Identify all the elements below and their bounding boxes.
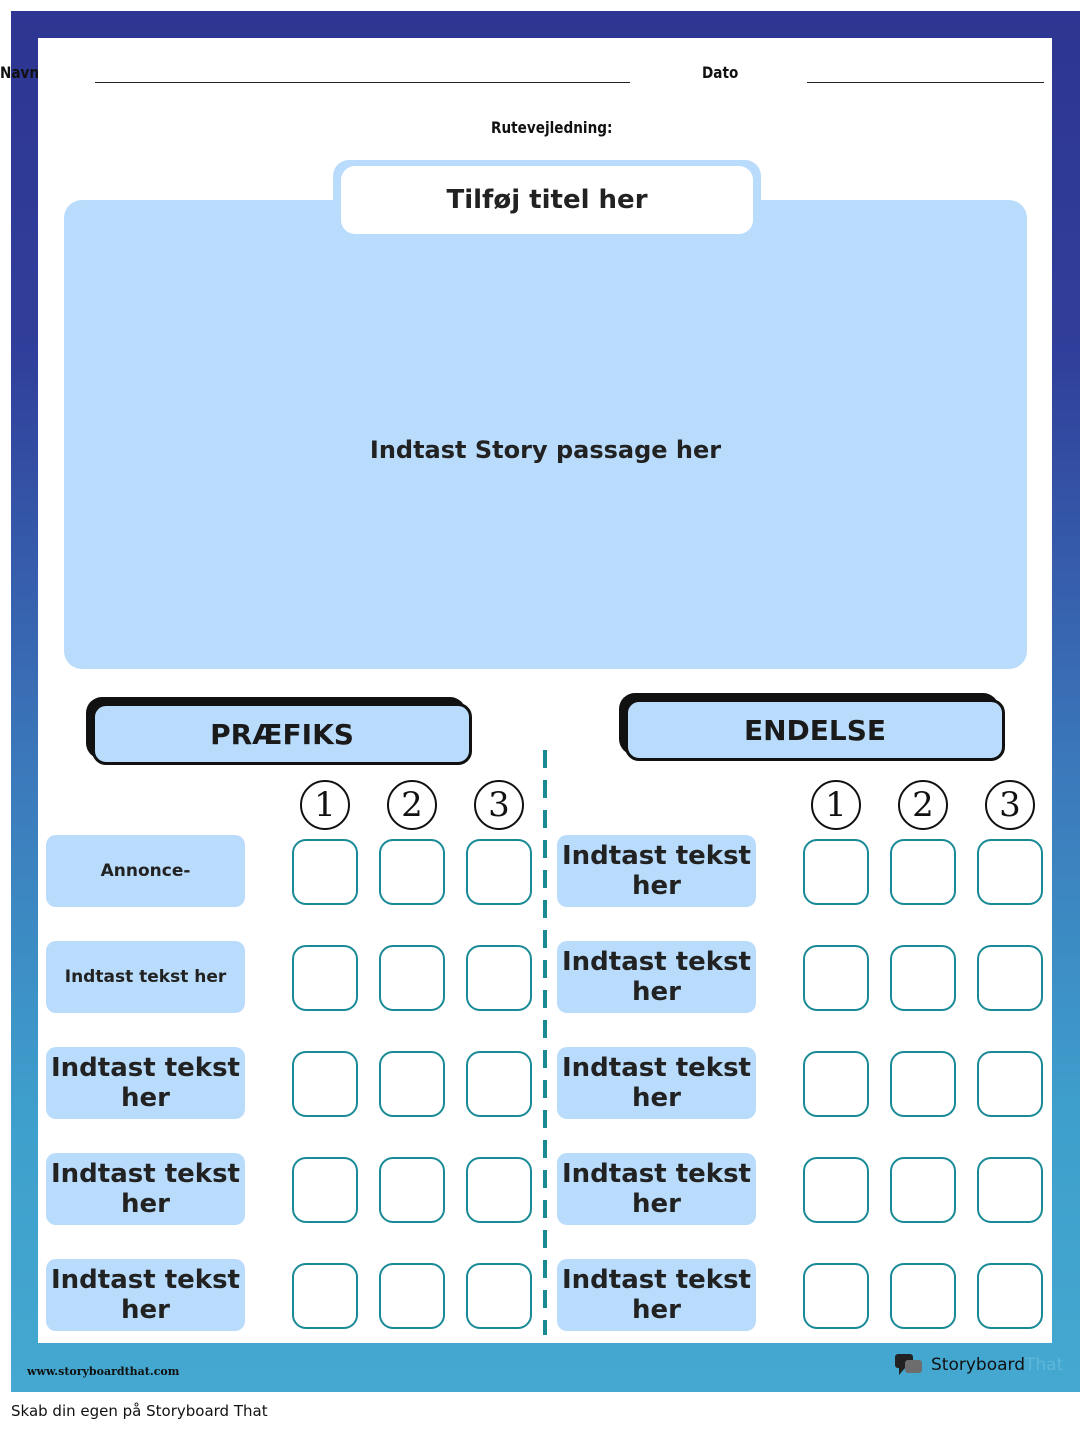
suffix-answer-box[interactable] — [977, 839, 1043, 905]
prefix-answer-box[interactable] — [292, 1051, 358, 1117]
suffix-answer-box[interactable] — [977, 1051, 1043, 1117]
suffix-answer-box[interactable] — [890, 1263, 956, 1329]
prefix-heading: PRÆFIKS — [92, 703, 472, 765]
prefix-word-field[interactable]: Annonce- — [46, 835, 245, 907]
brand-name — [931, 1355, 1063, 1375]
prefix-answer-box[interactable] — [379, 1157, 445, 1223]
story-passage-text: Indtast Story passage her — [369, 436, 722, 464]
prefix-word-field[interactable]: Indtast tekst her — [46, 1153, 245, 1225]
brand-name-light: That — [1025, 1355, 1064, 1375]
prefix-column-number: 2 — [387, 780, 437, 830]
prefix-answer-box[interactable] — [466, 839, 532, 905]
suffix-answer-box[interactable] — [803, 1051, 869, 1117]
title-field[interactable]: Tilføj titel her — [341, 166, 753, 234]
prefix-answer-box[interactable] — [379, 945, 445, 1011]
suffix-answer-box[interactable] — [890, 945, 956, 1011]
brand-logo — [895, 1354, 1063, 1376]
prefix-answer-box[interactable] — [466, 1051, 532, 1117]
story-passage-panel[interactable] — [64, 200, 1027, 669]
instructions-label: Rutevejledning: — [491, 118, 613, 137]
speech-bubble-icon — [895, 1354, 923, 1376]
suffix-column-number: 2 — [898, 780, 948, 830]
suffix-answer-box[interactable] — [977, 945, 1043, 1011]
suffix-answer-box[interactable] — [977, 1263, 1043, 1329]
suffix-column-number: 3 — [985, 780, 1035, 830]
prefix-answer-box[interactable] — [379, 1263, 445, 1329]
prefix-answer-box[interactable] — [466, 945, 532, 1011]
prefix-column-number: 1 — [300, 780, 350, 830]
suffix-word-field[interactable]: Indtast tekst her — [557, 1259, 756, 1331]
prefix-answer-box[interactable] — [292, 1263, 358, 1329]
prefix-column-number: 3 — [474, 780, 524, 830]
caption: Skab din egen på Storyboard That — [11, 1402, 268, 1420]
suffix-answer-box[interactable] — [803, 945, 869, 1011]
prefix-answer-box[interactable] — [466, 1157, 532, 1223]
title-frame — [333, 160, 761, 238]
suffix-answer-box[interactable] — [890, 839, 956, 905]
suffix-word-field[interactable]: Indtast tekst her — [557, 835, 756, 907]
prefix-answer-box[interactable] — [379, 1051, 445, 1117]
suffix-answer-box[interactable] — [803, 1263, 869, 1329]
suffix-column-number: 1 — [811, 780, 861, 830]
suffix-heading: ENDELSE — [625, 699, 1005, 761]
suffix-answer-box[interactable] — [803, 1157, 869, 1223]
brand-name-main: Storyboard — [931, 1355, 1025, 1375]
prefix-answer-box[interactable] — [292, 1157, 358, 1223]
prefix-word-field[interactable]: Indtast tekst her — [46, 1047, 245, 1119]
name-label: Navn — [0, 63, 40, 82]
suffix-answer-box[interactable] — [803, 839, 869, 905]
date-label: Dato — [702, 63, 739, 82]
prefix-word-field[interactable]: Indtast tekst her — [46, 1259, 245, 1331]
prefix-answer-box[interactable] — [379, 839, 445, 905]
dashed-divider — [543, 750, 547, 1335]
suffix-word-field[interactable]: Indtast tekst her — [557, 1047, 756, 1119]
suffix-answer-box[interactable] — [890, 1157, 956, 1223]
prefix-word-field[interactable]: Indtast tekst her — [46, 941, 245, 1013]
prefix-answer-box[interactable] — [292, 839, 358, 905]
suffix-answer-box[interactable] — [890, 1051, 956, 1117]
name-line[interactable] — [95, 82, 630, 83]
prefix-answer-box[interactable] — [466, 1263, 532, 1329]
footer-url[interactable]: www.storyboardthat.com — [27, 1365, 180, 1378]
suffix-answer-box[interactable] — [977, 1157, 1043, 1223]
prefix-answer-box[interactable] — [292, 945, 358, 1011]
suffix-word-field[interactable]: Indtast tekst her — [557, 941, 756, 1013]
suffix-word-field[interactable]: Indtast tekst her — [557, 1153, 756, 1225]
date-line[interactable] — [807, 82, 1044, 83]
